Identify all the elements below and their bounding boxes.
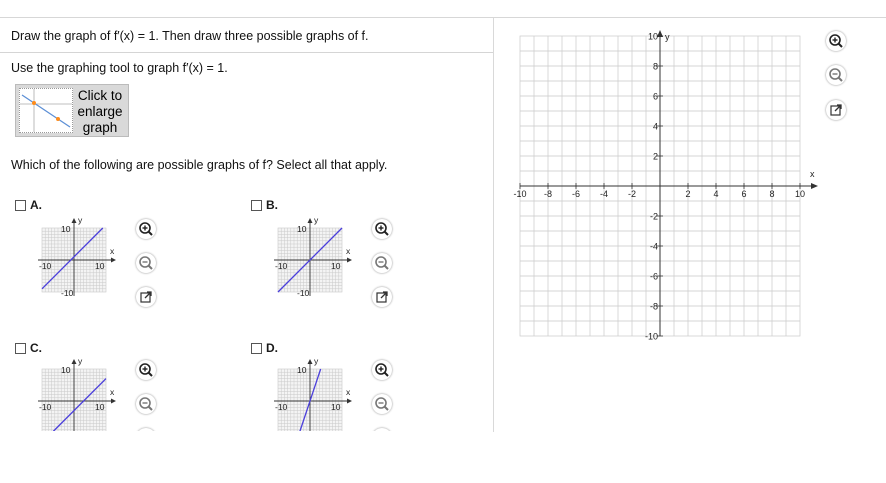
mini-tick-xmin: -10 [275,261,288,271]
main-x-tick-label: -6 [571,189,581,199]
main-y-tick-label: 10 [647,31,658,42]
option-b-graph [266,214,366,314]
main-x-arrow [811,183,818,189]
option-c-zoom-in-button[interactable] [136,360,156,380]
scroll-clip [0,431,493,483]
option-c-label: C. [30,341,42,355]
mini-y-arrow [72,359,77,364]
mini-tick-xmax: 10 [331,402,341,412]
zoom-out-icon [372,253,392,273]
option-b-checkbox[interactable] [251,198,278,212]
mini-x-label: x [110,246,115,256]
graph-thumbnail [19,88,73,133]
main-y-tick-label: -4 [649,241,658,252]
enlarge-graph-label: Click to enlarge graph [77,88,123,135]
mini-y-label: y [314,356,319,366]
panel-divider [493,18,494,432]
mini-tick-xmin: -10 [275,402,288,412]
main-x-tick-label: 10 [794,189,806,199]
main-y-tick-label: -8 [649,301,658,312]
option-a-zoom-in-button[interactable] [136,219,156,239]
mini-x-arrow [111,399,116,404]
option-b-popout-button[interactable] [372,287,392,307]
main-y-tick-label: -6 [649,271,658,282]
option-d-zoom-out-button[interactable] [372,394,392,414]
main-y-tick-label: -2 [649,211,658,222]
zoom-out-icon [372,394,392,414]
graph-instruction: Use the graphing tool to graph f′(x) = 1. [11,61,228,75]
mini-x-label: x [346,246,351,256]
mini-y-label: y [78,215,83,225]
mini-x-arrow [111,258,116,263]
main-y-tick-label: 2 [652,151,658,162]
option-a-popout-button[interactable] [136,287,156,307]
mini-y-label: y [314,215,319,225]
mini-y-label: y [78,356,83,366]
question-divider [0,52,493,53]
mini-x-label: x [346,387,351,397]
zoom-in-icon [826,31,846,51]
option-d-checkbox[interactable] [251,341,278,355]
enlarge-graph-button[interactable] [15,84,129,137]
option-d-label: D. [266,341,278,355]
main-x-label: x [810,169,815,179]
mini-tick-ymin: -10 [61,288,74,298]
main-y-tick-label: 6 [652,91,658,102]
popout-icon [372,287,392,307]
popout-icon [136,287,156,307]
mini-tick-ymax: 10 [297,365,307,375]
option-a-label: A. [30,198,42,212]
main-x-tick-label: -8 [543,189,553,199]
zoom-in-icon [372,360,392,380]
main-y-tick-label: 4 [652,121,658,132]
zoom-out-icon [136,394,156,414]
main-y-label: y [665,32,670,42]
main-x-tick-label: 4 [713,189,719,199]
main-zoom-out-button[interactable] [826,65,846,85]
mini-tick-ymax: 10 [61,224,71,234]
zoom-in-icon [136,360,156,380]
mini-tick-xmax: 10 [95,261,105,271]
main-y-tick-label: 8 [652,61,658,72]
zoom-out-icon [826,65,846,85]
main-popout-button[interactable] [826,100,846,120]
mini-tick-xmin: -10 [39,261,52,271]
mini-y-arrow [308,218,313,223]
top-divider [0,17,886,18]
option-c-zoom-out-button[interactable] [136,394,156,414]
mini-tick-xmax: 10 [331,261,341,271]
main-x-tick-label: -10 [513,189,527,199]
zoom-out-icon [136,253,156,273]
main-x-tick-label: 6 [741,189,747,199]
mini-x-arrow [347,258,352,263]
mini-tick-ymax: 10 [61,365,71,375]
main-zoom-in-button[interactable] [826,31,846,51]
mini-tick-ymax: 10 [297,224,307,234]
option-a-graph [30,214,130,314]
select-all-question: Which of the following are possible graphs of f? Select all that apply. [11,158,388,172]
main-x-tick-label: -4 [599,189,609,199]
main-x-tick-label: 2 [685,189,691,199]
option-c-checkbox[interactable] [15,341,42,355]
mini-x-arrow [347,399,352,404]
mini-tick-xmin: -10 [39,402,52,412]
main-y-tick-label: -10 [644,331,658,340]
option-b-zoom-out-button[interactable] [372,253,392,273]
zoom-in-icon [136,219,156,239]
mini-tick-ymin: -10 [297,288,310,298]
main-x-tick-label: -2 [627,189,637,199]
option-b-zoom-in-button[interactable] [372,219,392,239]
popout-icon [826,100,846,120]
mini-y-arrow [72,218,77,223]
option-a-zoom-out-button[interactable] [136,253,156,273]
question-prompt: Draw the graph of f′(x) = 1. Then draw three possible graphs of f. [11,29,369,43]
option-b-label: B. [266,198,278,212]
option-d-zoom-in-button[interactable] [372,360,392,380]
main-x-tick-label: 8 [769,189,775,199]
mini-x-label: x [110,387,115,397]
option-a-checkbox[interactable] [15,198,42,212]
zoom-in-icon [372,219,392,239]
mini-tick-xmax: 10 [95,402,105,412]
mini-y-arrow [308,359,313,364]
graphing-tool-canvas[interactable] [508,28,824,340]
